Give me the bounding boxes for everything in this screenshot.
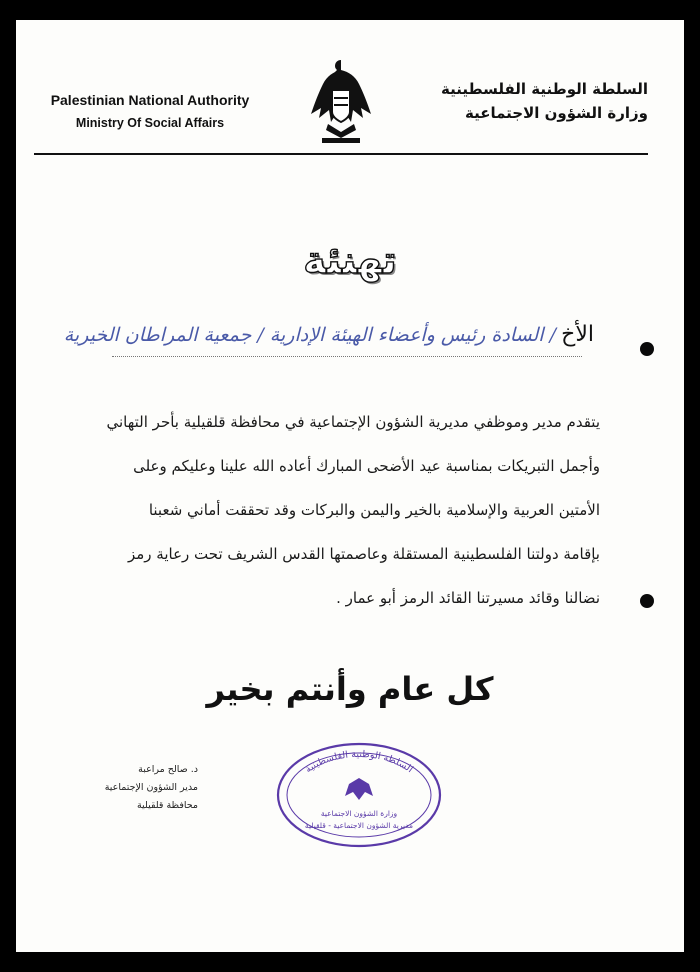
letter-page [16,20,684,952]
eagle-emblem-icon [308,56,374,146]
authority-name-ar: السلطة الوطنية الفلسطينية [441,80,648,98]
addressee-label: الأخ [561,322,594,347]
authority-name-en: Palestinian National Authority [50,92,250,108]
ministry-name-ar: وزارة الشؤون الاجتماعية [464,104,648,122]
body-line: نضالنا وقائد مسيرتنا القائد الرمز أبو عمار . [336,589,600,607]
addressee-handwritten: / السادة رئيس وأعضاء الهيئة الإدارية / جمعية المراطان الخيرية [63,324,557,346]
english-letterhead [30,92,270,130]
body-line: يتقدم مدير وموظفي مديرية الشؤون الإجتماعية في محافظة قلقيلية بأحر التهاني [106,413,600,431]
stamp-eagle-icon [345,778,373,800]
letter-title: تهنئة [303,238,397,282]
addressee-dotted-line [112,356,582,357]
stamp-inner-line1: وزارة الشؤون الاجتماعية [320,809,398,818]
punch-hole [640,342,654,356]
header-divider [34,153,648,155]
body-line: الأمتين العربية والإسلامية بالخير واليمن والبركات وقد تحققت أماني شعبنا [148,501,600,519]
letter-body [102,402,600,622]
body-line: بإقامة دولتنا الفلسطينية المستقلة وعاصمتها القدس الشريف تحت رعاية رمز [127,545,600,563]
closing-greeting: كل عام وأنتم بخير [206,670,494,708]
body-line: وأجمل التبريكات بمناسبة عيد الأضحى المبارك أعاده الله علينا وعليكم وعلى [133,457,600,475]
stamp-inner-line2: مديرية الشؤون الاجتماعية - قلقيلية [304,821,414,830]
ministry-name-en: Ministry Of Social Affairs [75,116,225,130]
arabic-letterhead [428,80,648,122]
addressee-line [64,322,594,347]
signatory-name: د. صالح مراعبة [138,764,198,775]
punch-hole [640,594,654,608]
signatory-location: محافظة قلقيلية [136,800,198,811]
signatory-position: مدير الشؤون الإجتماعية [104,782,198,793]
stamp-outer-text: السلطة الوطنية الفلسطينية [303,748,415,776]
signature-block [104,764,198,818]
official-stamp [274,740,444,850]
